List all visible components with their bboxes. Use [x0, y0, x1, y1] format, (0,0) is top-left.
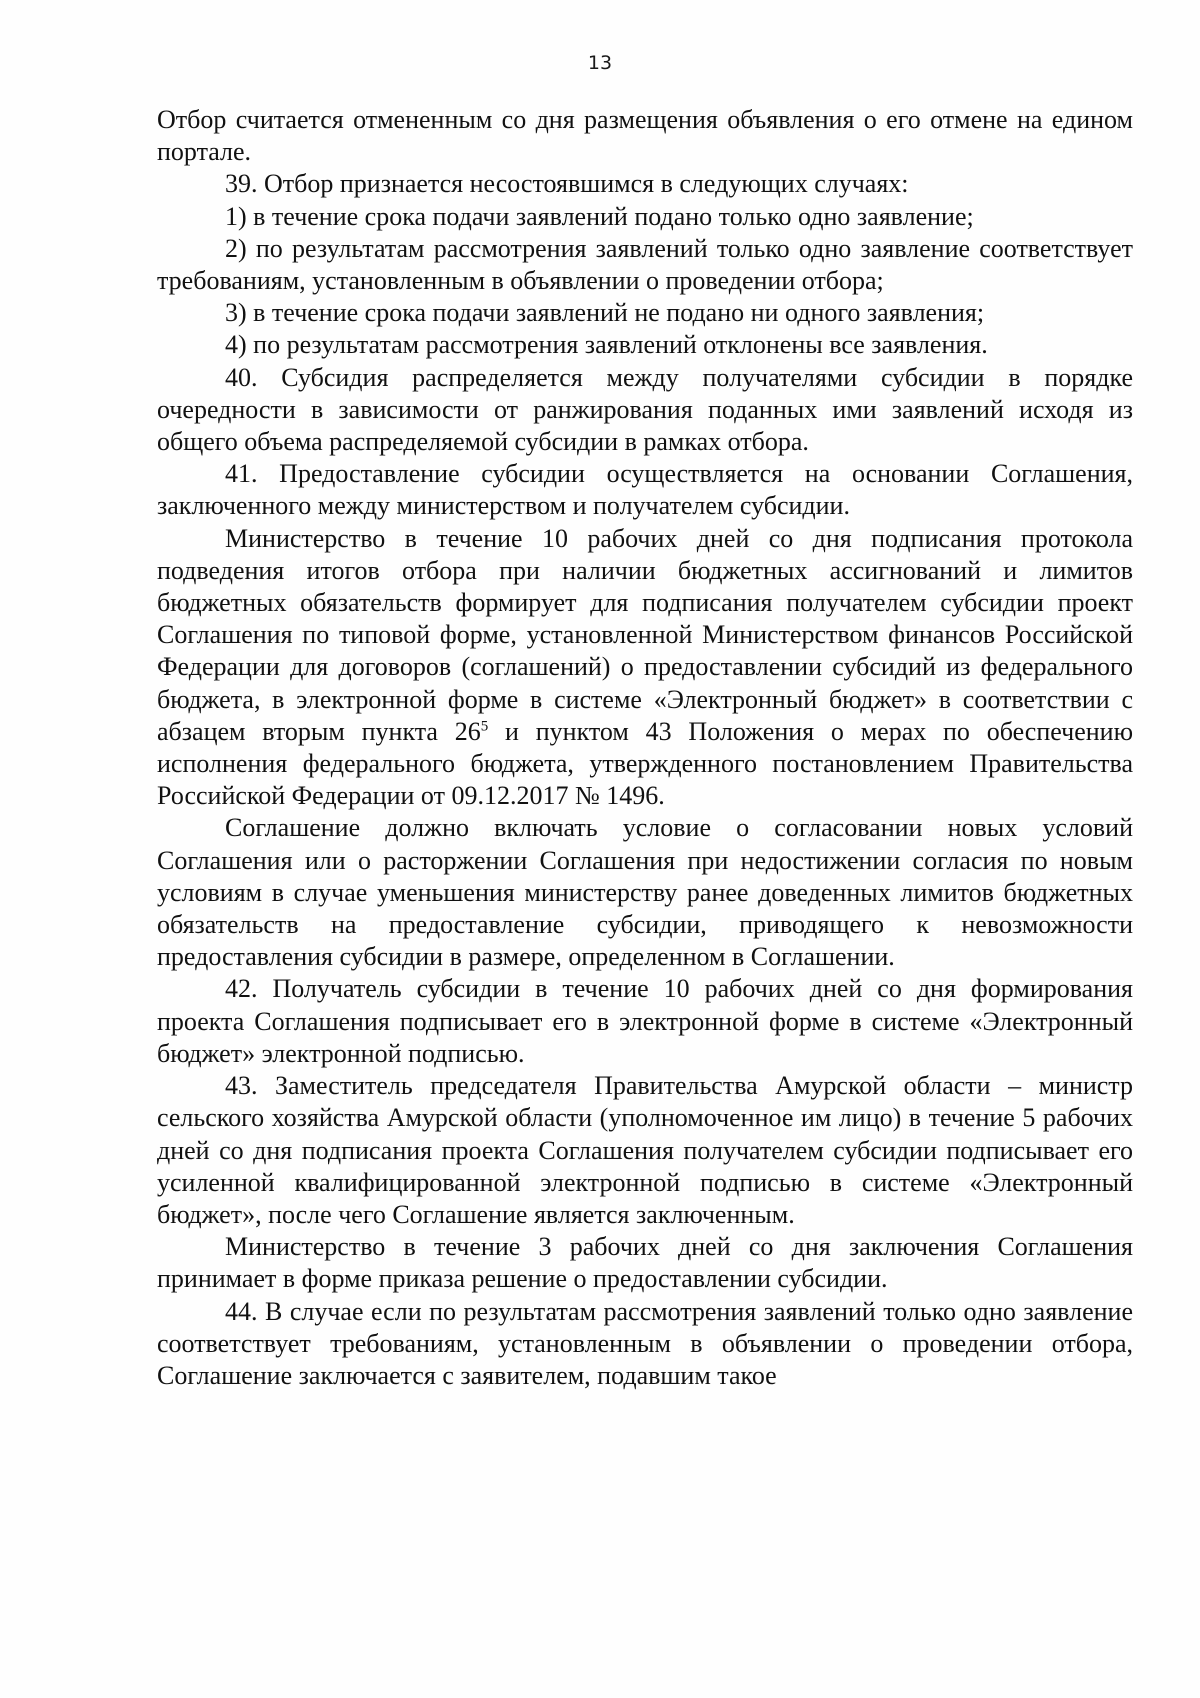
- paragraph-agreement-conditions: Соглашение должно включать условие о согласовании новых условий Соглашения или о расторжении Соглашения при недостижении согласия по новым условиям в случае уменьшения министерству ранее доведенных лимитов бюджетных обязательств на предоставление субсидии, приводящего к невозможности предоставления субсидии в размере, определенном в Соглашении.: [157, 813, 1133, 972]
- paragraph-item-43: 43. Заместитель председателя Правительства Амурской области – министр сельского хозяйства Амурской области (уполномоченное им лицо) в течение 5 рабочих дней со дня подписания проекта Соглашения получателем субсидии подписывает его усиленной квалифицированной электронной подписью в системе «Электронный бюджет», после чего Соглашение является заключенным.: [157, 1071, 1133, 1229]
- list-item-4: 4) по результатам рассмотрения заявлений отклонены все заявления.: [225, 330, 988, 360]
- paragraph-continuation: Отбор считается отмененным со дня размещения объявления о его отмене на едином портале.: [157, 105, 1133, 167]
- paragraph-item-44: 44. В случае если по результатам рассмотрения заявлений только одно заявление соответствует требованиям, установленным в объявлении о проведении отбора, Соглашение заключается с заявителем, подавшим такое: [157, 1296, 1133, 1390]
- superscript: 5: [480, 718, 489, 735]
- paragraph-item-41: 41. Предоставление субсидии осуществляется на основании Соглашения, заключенного между министерством и получателем субсидии.: [157, 459, 1133, 521]
- page-number: 13: [587, 52, 613, 74]
- list-item-2: 2) по результатам рассмотрения заявлений только одно заявление соответствует требованиям, установленным в объявлении о проведении отбора;: [157, 233, 1133, 296]
- paragraph-item-40: 40. Субсидия распределяется между получателями субсидии в порядке очередности в зависимости от ранжирования поданных ими заявлений исходя из общего объема распределяемой субсидии в рамках отбора.: [157, 362, 1133, 457]
- list-item-1: 1) в течение срока подачи заявлений подано только одно заявление;: [225, 201, 974, 231]
- paragraph-text-before: Министерство в течение 10 рабочих дней со дня подписания протокола подведения итогов отбора при наличии бюджетных ассигнований и лимитов бюджетных обязательств формирует для подписания получателем субсидии проект Соглашения по типовой форме, установленной Министерством финансов Российской Федерации для договоров (соглашений) о предоставлении субсидий из федерального бюджета, в электронной форме в системе «Электронный бюджет» в соответствии с абзацем вторым пункта 26: [157, 523, 1133, 746]
- list-item-3: 3) в течение срока подачи заявлений не подано ни одного заявления;: [225, 298, 985, 328]
- document-body: [157, 104, 1133, 1392]
- paragraph-text-after: и пунктом 43 Положения о мерах по обеспечению исполнения федерального бюджета, утвержденного постановлением Правительства Российской Федерации от 09.12.2017 № 1496.: [157, 716, 1134, 811]
- paragraph-ministry-decision: Министерство в течение 3 рабочих дней со дня заключения Соглашения принимает в форме приказа решение о предоставлении субсидии.: [157, 1232, 1133, 1294]
- paragraph-item-42: 42. Получатель субсидии в течение 10 рабочих дней со дня формирования проекта Соглашения подписывает его в электронной форме в системе «Электронный бюджет» электронной подписью.: [157, 974, 1133, 1068]
- paragraph-item-39: 39. Отбор признается несостоявшимся в следующих случаях:: [225, 169, 909, 199]
- paragraph-ministry-agreement: [157, 523, 1133, 813]
